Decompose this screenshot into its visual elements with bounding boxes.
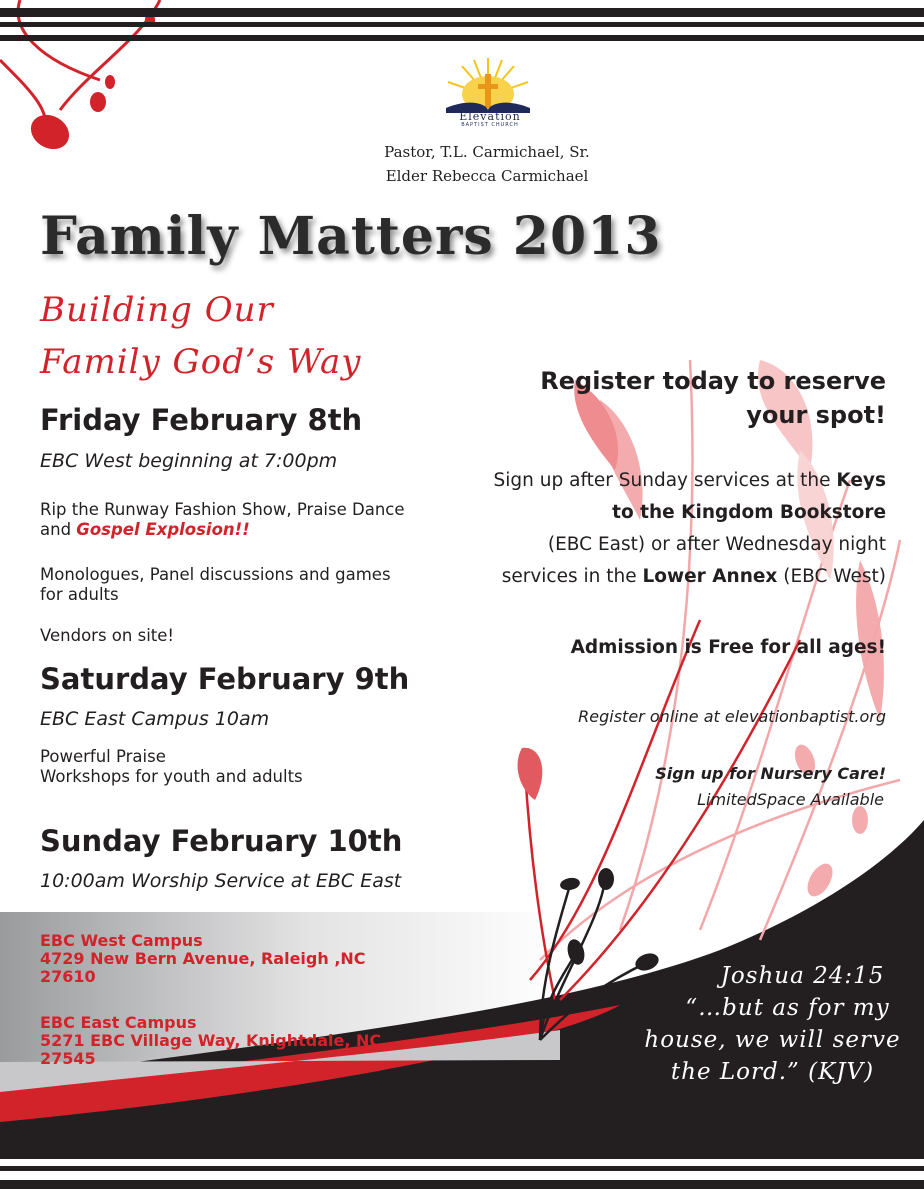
friday-item-2-line1: Monologues, Panel discussions and games [40,565,391,584]
keys-text: Keys [836,470,886,491]
friday-item-1-line2 [40,520,405,540]
verse-line-2: house, we will serve [644,1027,901,1053]
saturday-item-1: Powerful Praise [40,747,166,766]
verse-line-1: “…but as for my [685,995,890,1021]
friday-item-2-line2: for adults [40,585,119,604]
admission-text: Admission is Free for all ages! [570,637,886,658]
scripture-verse [630,960,915,1088]
friday-item-2 [40,565,391,605]
church-logo-sub: BAPTIST CHURCH [461,122,519,128]
saturday-heading: Saturday February 9th [40,662,410,696]
saturday-place: EBC East Campus 10am [40,708,270,730]
register-online-text: Register online at elevationbaptist.org [578,707,886,726]
friday-item-1 [40,500,405,540]
campus-west [40,932,366,986]
friday-item-1-line1: Rip the Runway Fashion Show, Praise Dance [40,500,405,519]
black-buds [559,868,661,974]
register-line-4-end: (EBC West) [777,566,886,587]
friday-place: EBC West beginning at 7:00pm [40,450,338,472]
campus-west-zip: 27610 [40,967,96,986]
elder-name: Elder Rebecca Carmichael [385,167,589,185]
register-line-4-text: services in the [501,566,643,587]
campus-east-zip: 27545 [40,1049,96,1068]
limited-space-text: LimitedSpace Available [697,790,884,809]
red-vine-topleft [0,0,160,130]
sunday-place: 10:00am Worship Service at EBC East [40,870,402,892]
church-logo-art [446,58,530,113]
sunday-heading: Sunday February 10th [40,824,403,858]
campus-east [40,1014,381,1068]
nursery-signup-text: Sign up for Nursery Care! [655,764,886,783]
register-instructions [494,465,886,593]
verse-reference: Joshua 24:15 [720,963,885,989]
top-stripe-1 [0,8,924,17]
top-stripe-3 [0,35,924,41]
gospel-explosion: Gospel Explosion!! [76,520,250,539]
subtitle-line-1: Building Our [40,290,274,330]
register-line-3: (EBC East) or after Wednesday night [547,534,886,555]
campus-east-address: 5271 EBC Village Way, Knightdale, NC [40,1031,382,1050]
register-line-2 [494,497,886,529]
register-headline [540,364,886,432]
campus-east-name: EBC East Campus [40,1013,197,1032]
register-headline-line2: your spot! [746,401,886,429]
top-stripe-2 [0,22,924,27]
bottom-stripe-1 [0,1150,924,1159]
campus-west-address: 4729 New Bern Avenue, Raleigh ,NC [40,949,366,968]
friday-item-1-and: and [40,520,77,539]
campus-west-name: EBC West Campus [40,931,203,950]
church-logo-name: Elevation [459,110,521,123]
register-line-1 [494,465,886,497]
bookstore-text: to the Kingdom Bookstore [612,502,886,523]
register-headline-line1: Register today to reserve [540,367,886,395]
pastor-name: Pastor, T.L. Carmichael, Sr. [384,143,590,161]
bottom-stripe-3 [0,1180,924,1189]
pink-curves [540,360,900,960]
friday-item-3: Vendors on site! [40,626,175,645]
bottom-stripe-2 [0,1166,924,1171]
verse-line-3: the Lord.” (KJV) [670,1059,875,1085]
register-line-4 [494,561,886,593]
saturday-item-2: Workshops for youth and adults [40,767,303,786]
register-line-1-text: Sign up after Sunday services at the [493,470,837,491]
subtitle-line-2: Family God’s Way [40,342,362,382]
page-title: Family Matters 2013 [40,206,662,267]
lower-annex-text: Lower Annex [642,566,778,587]
friday-heading: Friday February 8th [40,403,363,437]
